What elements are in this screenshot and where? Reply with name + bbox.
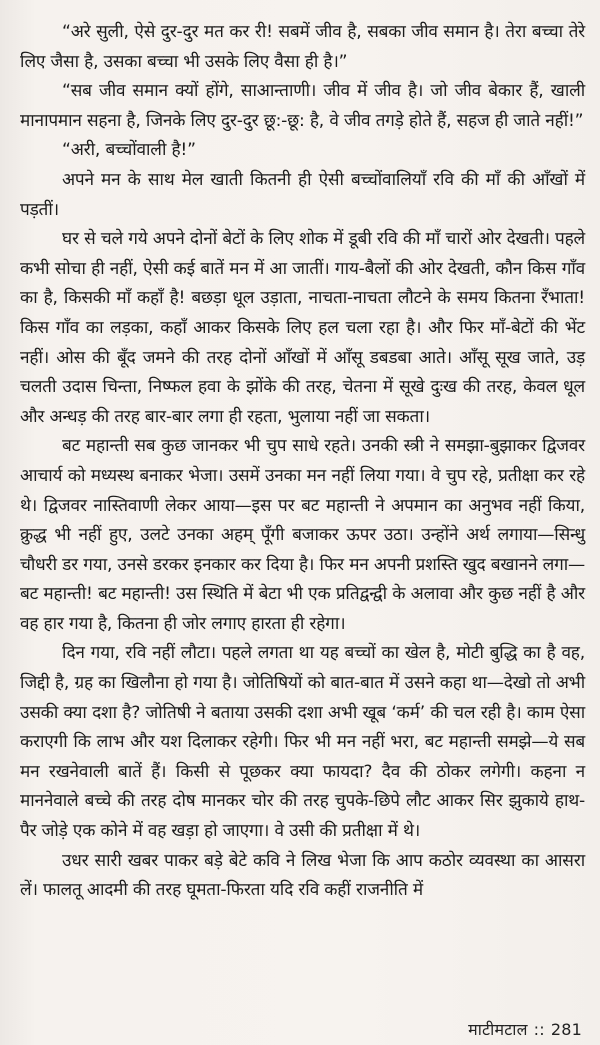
page-number: 281 xyxy=(550,1020,582,1039)
page-body xyxy=(20,18,585,906)
paragraph: “अरे सुली, ऐसे दुर-दुर मत कर री! सबमें जीव है, सबका जीव समान है। तेरा बच्चा तेरे लिए जैसा है, उसका बच्चा भी उसके लिए वैसा ही है।” xyxy=(20,22,585,72)
paragraph: उधर सारी खबर पाकर बड़े बेटे कवि ने लिख भेजा कि आप कठोर व्यवस्था का आसरा लें। फालतू आदमी की तरह घूमता-फिरता यदि रवि कहीं राजनीति में xyxy=(20,850,585,901)
running-title: माटीमटाल xyxy=(468,1020,528,1039)
page-footer xyxy=(468,1018,582,1040)
paragraph: घर से चले गये अपने दोनों बेटों के लिए शोक में डूबी रवि की माँ चारों ओर देखती। पहले कभी सोचा ही नहीं, ऐसी कई बातें मन में आ जातीं। गाय-बैलों की ओर देखती, कौन किस गाँव का है, किसकी माँ कहाँ है! बछड़ा धूल उड़ाता, नाचता-नाचता लौटने के समय कितना रँभाता! किस गाँव का लड़का, कहाँ आकर किसके लिए हल चला रहा है। और फिर माँ-बेटों की भेंट नहीं। ओस की बूँद जमने की तरह दोनों आँखों में आँसू डबडबा आते। आँसू सूख जाते, उड़ चलती उदास चिन्ता, निष्फल हवा के झोंके की तरह, चेतना में सूखे दुःख की तरह, केवल धूल और अन्धड़ की तरह बार-बार लगा ही रहता, भुलाया नहीं जा सकता। xyxy=(20,229,585,427)
paragraph: अपने मन के साथ मेल खाती कितनी ही ऐसी बच्चोंवालियाँ रवि की माँ की आँखों में पड़तीं। xyxy=(20,169,585,220)
paragraph: “सब जीव समान क्यों होंगे, साआन्ताणी। जीव में जीव है। जो जीव बेकार हैं, खाली मानापमान सहना है, जिनके लिए दुर-दुर छू:-छू: है, वे जीव तगड़े होते हैं, सहज ही जाते नहीं!” xyxy=(20,81,585,131)
footer-separator: :: xyxy=(533,1020,545,1039)
paragraph: बट महान्ती सब कुछ जानकर भी चुप साधे रहते। उनकी स्त्री ने समझा-बुझाकर द्विजवर आचार्य को मध्यस्थ बनाकर भेजा। उसमें उनका मन नहीं लिया गया। वे चुप रहे, प्रतीक्षा कर रहे थे। द्विजवर नास्तिवाणी लेकर आया—इस पर बट महान्ती ने अपमान का अनुभव नहीं किया, क्रुद्ध भी नहीं हुए, उलटे उनका अहम् पूँगी बजाकर ऊपर उठा। उन्होंने अर्थ लगाया—सिन्धु चौधरी डर गया, उनसे डरकर इनकार कर दिया है। फिर मन अपनी प्रशस्ति खुद बखानने लगा—बट महान्ती! बट महान्ती! उस स्थिति में बेटा भी एक प्रतिद्वन्द्वी के अलावा और कुछ नहीं है और वह हार गया है, कितना ही जोर लगाए हारता ही रहेगा। xyxy=(20,436,585,634)
paragraph: दिन गया, रवि नहीं लौटा। पहले लगता था यह बच्चों का खेल है, मोटी बुद्धि का है वह, जिद्दी है, ग्रह का खिलौना हो गया है। जोतिषियों को बात-बात में उसने कहा था—देखो तो अभी उसकी क्या दशा है? जोतिषी ने बताया उसकी दशा अभी खूब ‘कर्म’ की चल रही है। काम ऐसा कराएगी कि लाभ और यश दिलाकर रहेगी। फिर भी मन नहीं भरा, बट महान्ती समझे—ये सब मन रखनेवाली बातें हैं। किसी से पूछकर क्या फायदा? दैव की ठोकर लगेगी। कहना न माननेवाले बच्चे की तरह दोष मानकर चोर की तरह चुपके-छिपे लौट आकर सिर झुकाये हाथ-पैर जोड़े एक कोने में वह खड़ा हो जाएगा। वे उसी की प्रतीक्षा में थे। xyxy=(20,643,585,842)
paragraph: “अरी, बच्चोंवाली है!” xyxy=(62,140,196,161)
